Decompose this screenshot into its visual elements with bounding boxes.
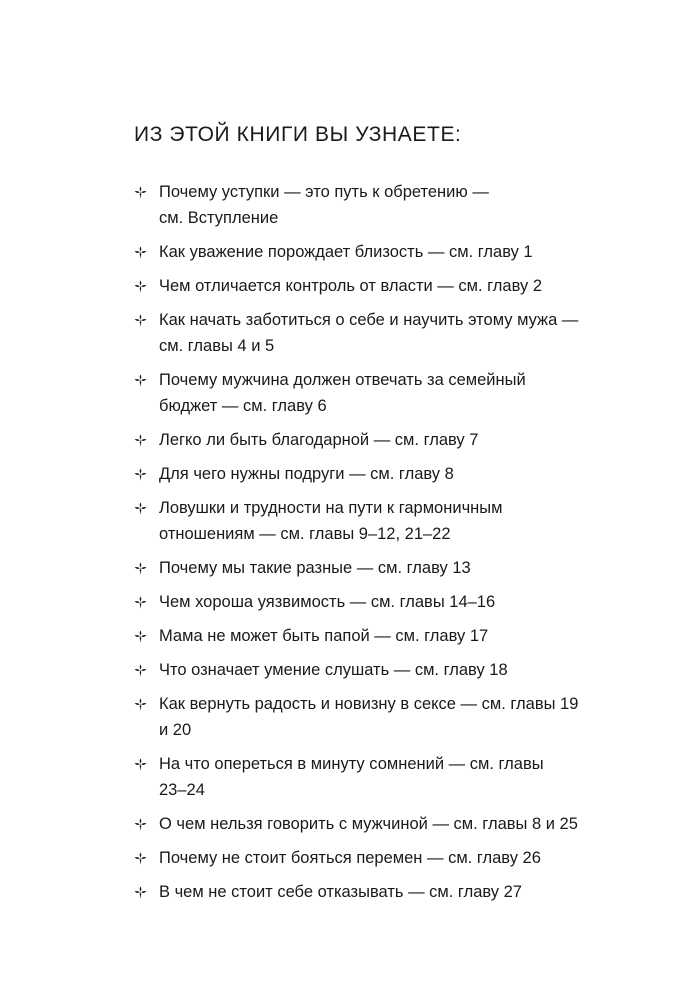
item-line: 23–24 [159, 781, 205, 799]
fleur-de-lis-icon [134, 374, 147, 387]
list-item [134, 589, 621, 615]
fleur-de-lis-icon [134, 698, 147, 711]
list-item [134, 623, 621, 649]
fleur-de-lis-icon [134, 280, 147, 293]
fleur-de-lis-icon [134, 886, 147, 899]
item-line: и 20 [159, 721, 192, 739]
fleur-de-lis-icon [134, 596, 147, 609]
item-line: Почему мы такие разные — см. главу 13 [159, 559, 471, 577]
item-line: Почему мужчина должен отвечать за семейный [159, 371, 526, 389]
item-line: Как начать заботиться о себе и научить этому мужа — [159, 311, 579, 329]
item-line: см. главы 4 и 5 [159, 337, 275, 355]
item-line: Как уважение порождает близость — см. главу 1 [159, 243, 533, 261]
list-item [134, 751, 621, 803]
item-line: Чем отличается контроль от власти — см. главу 2 [159, 277, 543, 295]
list-item [134, 307, 621, 359]
item-line: отношениям — см. главы 9–12, 21–22 [159, 525, 451, 543]
page-heading: ИЗ ЭТОЙ КНИГИ ВЫ УЗНАЕТЕ: [134, 123, 462, 146]
fleur-de-lis-icon [134, 758, 147, 771]
list-item [134, 811, 621, 837]
item-line: Почему уступки — это путь к обретению — [159, 183, 489, 201]
list-item [134, 461, 621, 487]
item-line: см. Вступление [159, 209, 279, 227]
fleur-de-lis-icon [134, 630, 147, 643]
item-line: Как вернуть радость и новизну в сексе — см. главы 19 [159, 695, 579, 713]
list-item [134, 495, 621, 547]
list-item [134, 657, 621, 683]
item-line: Почему не стоит бояться перемен — см. главу 26 [159, 849, 541, 867]
item-line: Что означает умение слушать — см. главу 18 [159, 661, 508, 679]
fleur-de-lis-icon [134, 468, 147, 481]
fleur-de-lis-icon [134, 502, 147, 515]
item-line: Мама не может быть папой — см. главу 17 [159, 627, 489, 645]
list-item [134, 179, 621, 231]
item-line: Легко ли быть благодарной — см. главу 7 [159, 431, 479, 449]
list-item [134, 427, 621, 453]
item-line: Чем хороша уязвимость — см. главы 14–16 [159, 593, 496, 611]
contents-list [134, 179, 621, 905]
item-line: На что опереться в минуту сомнений — см. главы [159, 755, 544, 773]
fleur-de-lis-icon [134, 186, 147, 199]
item-line: Ловушки и трудности на пути к гармоничным [159, 499, 503, 517]
item-line: бюджет — см. главу 6 [159, 397, 327, 415]
fleur-de-lis-icon [134, 664, 147, 677]
list-item [134, 555, 621, 581]
fleur-de-lis-icon [134, 818, 147, 831]
list-item [134, 239, 621, 265]
fleur-de-lis-icon [134, 246, 147, 259]
item-line: Для чего нужны подруги — см. главу 8 [159, 465, 454, 483]
list-item [134, 691, 621, 743]
list-item [134, 273, 621, 299]
item-line: О чем нельзя говорить с мужчиной — см. главы 8 и 25 [159, 815, 578, 833]
list-item [134, 367, 621, 419]
fleur-de-lis-icon [134, 314, 147, 327]
fleur-de-lis-icon [134, 434, 147, 447]
list-item [134, 845, 621, 871]
item-line: В чем не стоит себе отказывать — см. главу 27 [159, 883, 522, 901]
fleur-de-lis-icon [134, 852, 147, 865]
list-item [134, 879, 621, 905]
fleur-de-lis-icon [134, 562, 147, 575]
